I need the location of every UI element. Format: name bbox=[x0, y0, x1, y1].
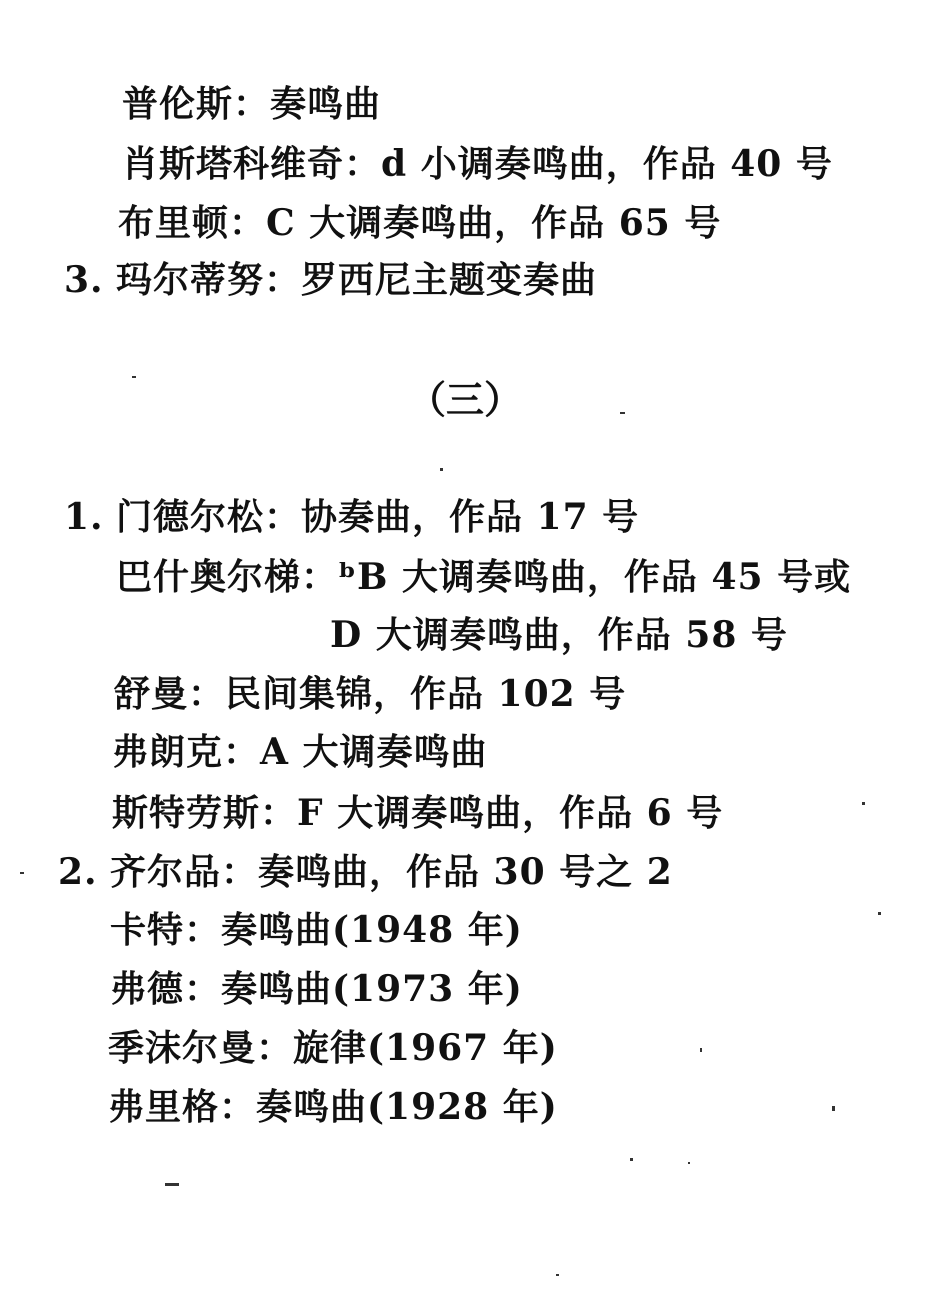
entry-line bbox=[114, 674, 626, 714]
entry-text: 玛尔蒂努：罗西尼主题变奏曲 bbox=[116, 259, 598, 301]
entry-line bbox=[110, 910, 523, 950]
scan-speck bbox=[862, 802, 865, 805]
scan-speck bbox=[620, 412, 625, 414]
entry-number: 2. bbox=[58, 851, 98, 893]
entry-text: 布里顿：C 大调奏鸣曲，作品 65 号 bbox=[118, 202, 722, 244]
scan-speck bbox=[878, 912, 881, 915]
scan-speck bbox=[832, 1106, 835, 1111]
entry-line bbox=[122, 144, 833, 184]
entry-text: 齐尔品：奏鸣曲，作品 30 号之 2 bbox=[110, 851, 673, 893]
entry-line bbox=[112, 793, 723, 833]
entry-line bbox=[116, 557, 851, 597]
entry-continuation-line bbox=[330, 615, 788, 655]
entry-text: 门德尔松：协奏曲，作品 17 号 bbox=[116, 496, 640, 538]
entry-number: 1. bbox=[64, 496, 104, 538]
scan-speck bbox=[132, 376, 136, 378]
scan-mark bbox=[165, 1183, 179, 1186]
scan-speck bbox=[630, 1158, 633, 1161]
entry-text: D 大调奏鸣曲，作品 58 号 bbox=[330, 614, 788, 656]
entry-line bbox=[110, 969, 523, 1009]
entry-text: 肖斯塔科维奇：d 小调奏鸣曲，作品 40 号 bbox=[122, 143, 833, 185]
entry-text: 季沫尔曼：旋律(1967 年) bbox=[108, 1027, 558, 1069]
entry-text: 斯特劳斯：F 大调奏鸣曲，作品 6 号 bbox=[112, 792, 724, 834]
scan-speck bbox=[688, 1162, 690, 1164]
scan-speck bbox=[440, 468, 443, 471]
entry-line bbox=[118, 203, 721, 243]
entry-text: 卡特：奏鸣曲(1948 年) bbox=[110, 909, 523, 951]
section-heading: （三） bbox=[407, 377, 522, 422]
scan-speck bbox=[556, 1274, 559, 1276]
entry-text: 舒曼：民间集锦，作品 102 号 bbox=[114, 673, 627, 715]
entry-line bbox=[112, 732, 487, 772]
scan-speck bbox=[20, 872, 24, 874]
numbered-entry-line bbox=[64, 260, 597, 300]
entry-text: 弗里格：奏鸣曲(1928 年) bbox=[108, 1086, 558, 1128]
entry-text: 巴什奥尔梯：ᵇB 大调奏鸣曲，作品 45 号或 bbox=[116, 556, 852, 598]
entry-text: 弗朗克：A 大调奏鸣曲 bbox=[112, 731, 488, 773]
entry-number: 3. bbox=[64, 259, 104, 301]
numbered-entry-line bbox=[64, 497, 639, 537]
scan-speck bbox=[700, 1048, 702, 1052]
entry-line bbox=[122, 84, 381, 124]
numbered-entry-line bbox=[58, 852, 673, 892]
entry-line bbox=[108, 1087, 558, 1127]
entry-line bbox=[108, 1028, 558, 1068]
entry-text: 弗德：奏鸣曲(1973 年) bbox=[110, 968, 523, 1010]
entry-text: 普伦斯：奏鸣曲 bbox=[122, 83, 382, 125]
